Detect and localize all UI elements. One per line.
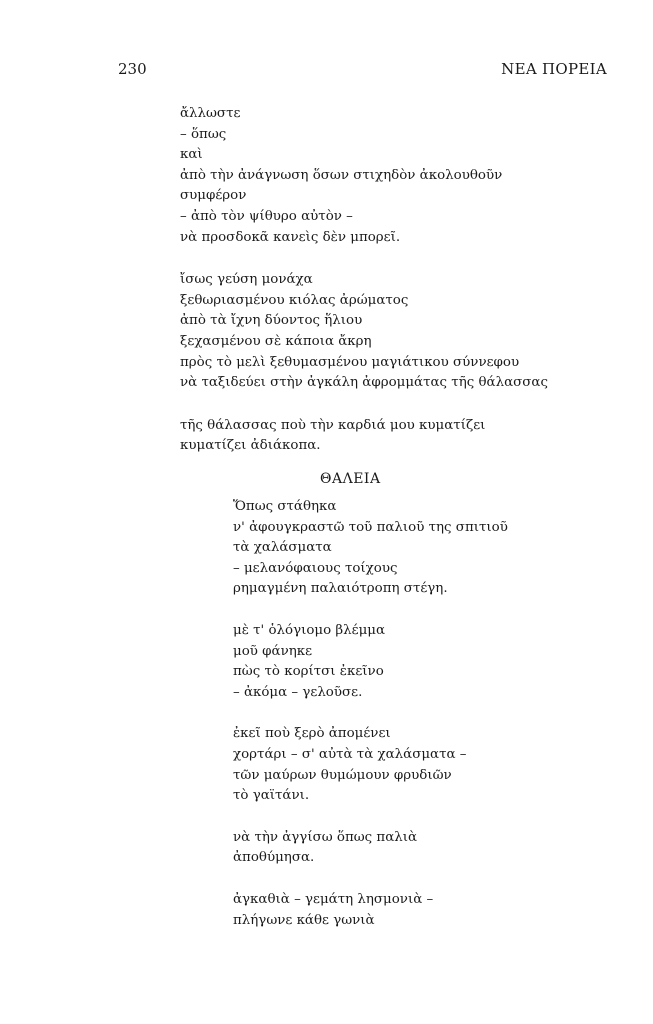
stanza	[180, 270, 620, 394]
poem-line: τὸ γαϊτάνι.	[233, 788, 310, 804]
poem-continued	[180, 104, 620, 479]
stanza	[233, 621, 623, 703]
stanza	[180, 416, 620, 457]
poem-line: – ὅπως	[180, 126, 227, 142]
poem-thaleia	[233, 497, 623, 952]
poem-line: ν' ἀφουγκραστῶ τοῦ παλιοῦ της σπιτιοῦ	[233, 519, 508, 535]
poem-line: – ἀπὸ τὸν ψίθυρο αὐτὸν –	[180, 208, 353, 224]
poem-line: – μελανόφαιους τοίχους	[233, 560, 398, 576]
poem-line: πλήγωνε κάθε γωνιὰ	[233, 912, 375, 928]
poem-line: νὰ ταξιδεύει στὴν ἀγκάλη ἀφρομμάτας τῆς θάλασσας	[180, 375, 548, 391]
poem-line: νὰ προσδοκᾶ κανεὶς δὲν μπορεῖ.	[180, 229, 401, 245]
poem-line: Ὅπως στάθηκα	[233, 499, 337, 514]
stanza	[233, 890, 623, 931]
poem-line: ἀγκαθιὰ – γεμάτη λησμονιὰ –	[233, 891, 434, 907]
poem-line: μὲ τ' ὁλόγιομο βλέμμα	[233, 622, 386, 638]
poem-line: μοῦ φάνηκε	[233, 643, 313, 659]
stanza	[233, 828, 623, 869]
poem-line: συμφέρον	[180, 188, 247, 204]
poem-line: χορτάρι – σ' αὐτὰ τὰ χαλάσματα –	[233, 746, 467, 762]
stanza	[233, 724, 623, 806]
poem-line: ἴσως γεύση μονάχα	[180, 272, 313, 288]
stanza	[233, 497, 623, 600]
poem-line: ἀπὸ τὰ ἴχνη δύοντος ἥλιου	[180, 313, 363, 329]
poem-title: ΘΑΛΕΙΑ	[320, 471, 381, 487]
poem-line: κυματίζει ἀδιάκοπα.	[180, 438, 321, 454]
stanza	[180, 104, 620, 248]
poem-line: ἀπὸ τὴν ἀνάγνωση ὅσων στιχηδὸν ἀκολουθοῦν	[180, 167, 503, 183]
poem-line: πὼς τὸ κορίτσι ἐκεῖνο	[233, 664, 384, 680]
poem-line: ἀποθύμησα.	[233, 850, 315, 866]
poem-line: ρημαγμένη παλαιότροπη στέγη.	[233, 581, 448, 597]
poem-line: – ἀκόμα – γελοῦσε.	[233, 684, 363, 700]
running-head: ΝΕΑ ΠΟΡΕΙΑ	[501, 60, 607, 78]
page-number: 230	[118, 60, 147, 78]
poem-line: ἄλλωστε	[180, 106, 241, 121]
poem-line: τὰ χαλάσματα	[233, 540, 332, 556]
poem-line: ἐκεῖ ποὺ ξερὸ ἀπομένει	[233, 726, 391, 742]
poem-line: ξεθωριασμένου κιόλας ἀρώματος	[180, 292, 409, 308]
poem-line: νὰ τὴν ἀγγίσω ὅπως παλιὰ	[233, 829, 418, 845]
poem-line: τῶν μαύρων θυμώμουν φρυδιῶν	[233, 767, 452, 783]
poem-line: πρὸς τὸ μελὶ ξεθυμασμένου μαγιάτικου σύννεφου	[180, 354, 520, 370]
poem-line: ξεχασμένου σὲ κάποια ἄκρη	[180, 333, 372, 349]
poem-line: τῆς θάλασσας ποὺ τὴν καρδιά μου κυματίζει	[180, 417, 486, 433]
poem-line: καὶ	[180, 147, 203, 163]
